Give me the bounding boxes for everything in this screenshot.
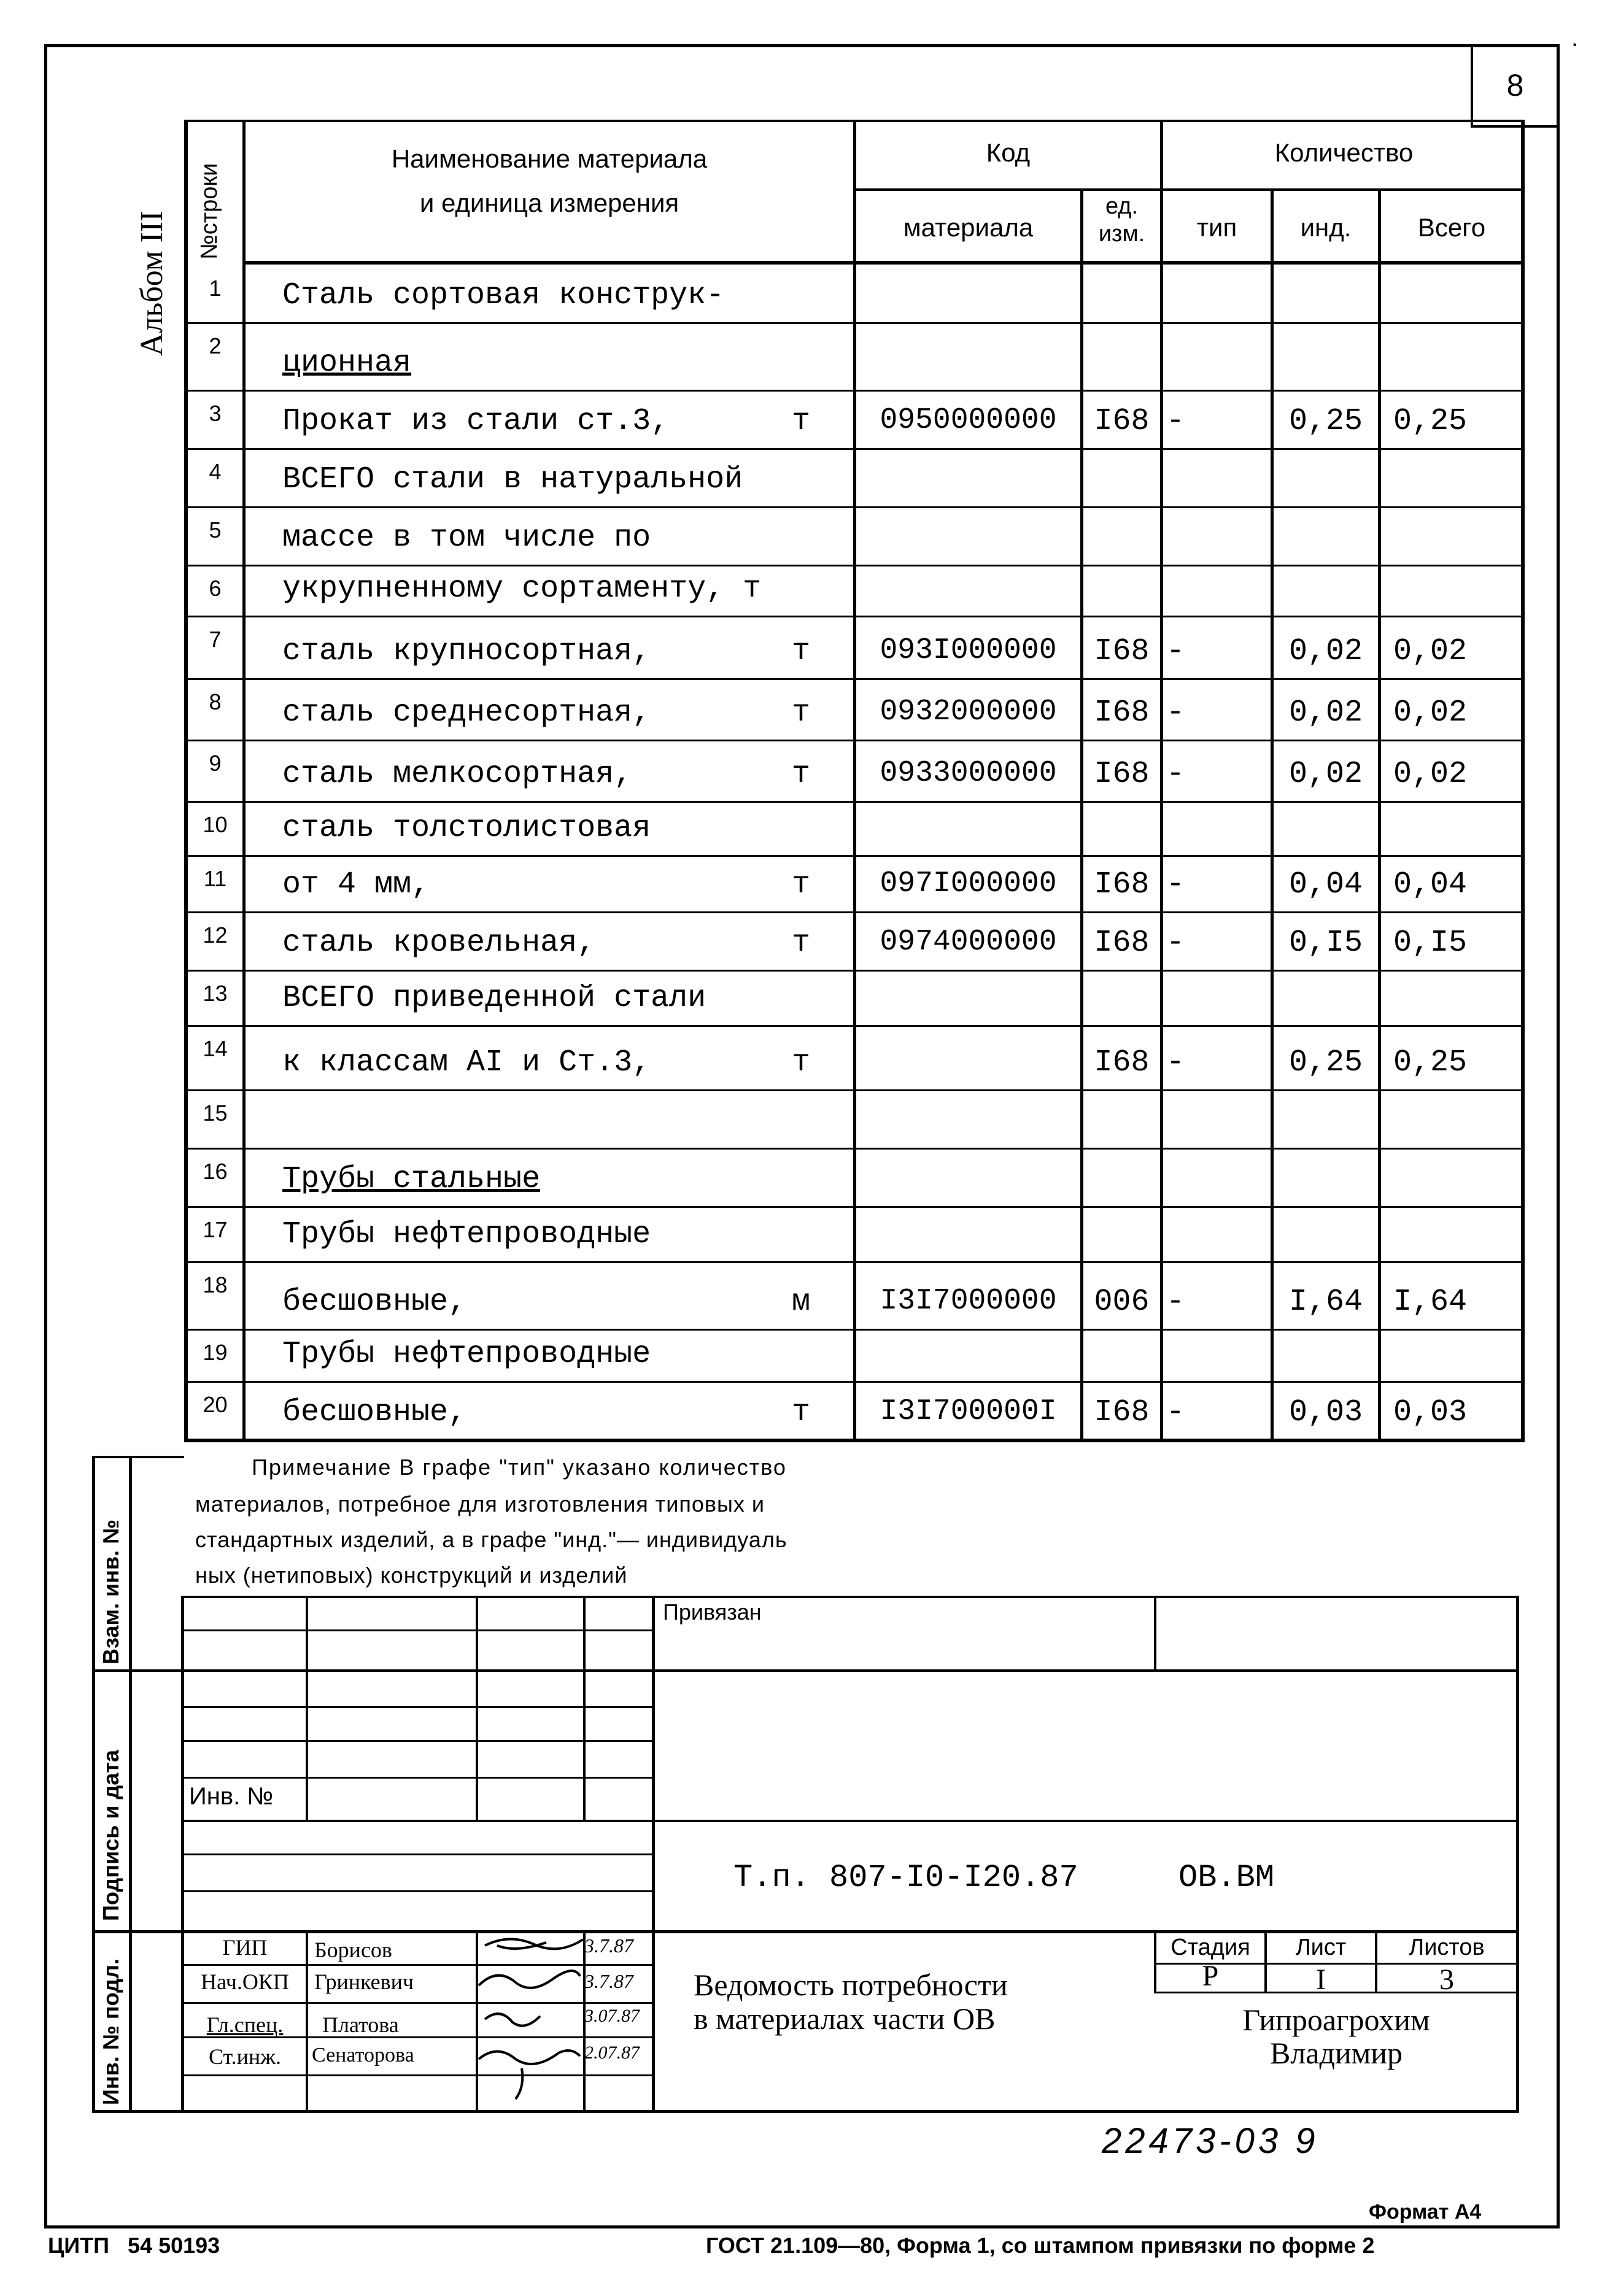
note-line-4: ных (нетиповых) конструкций и изделий (195, 1563, 628, 1588)
role-nach-okp: Нач.ОКП (201, 1969, 289, 1994)
note-line-3: стандартных изделий, а в графе "инд."— индивидуаль (195, 1527, 787, 1552)
cell-name: ВСЕГО приведенной стали (282, 981, 706, 1016)
table-row (184, 1206, 1525, 1261)
table-row (184, 1025, 1525, 1089)
cell-name: Сталь сортовая конструк- (282, 278, 725, 313)
signature-gl-spec (485, 2014, 540, 2026)
cell-u: м (791, 1285, 810, 1320)
cell-ind: 0,02 (1288, 757, 1363, 792)
cell-tip: - (1166, 1045, 1185, 1080)
sheets-value: 3 (1439, 1963, 1454, 1996)
cell-total: 0,03 (1393, 1395, 1468, 1430)
table-row (184, 740, 1525, 801)
designation: Т.п. 807-I0-I20.87 (733, 1860, 1078, 1896)
cell-n: 10 (203, 812, 228, 837)
table-row (184, 1148, 1525, 1206)
cell-name: бесшовные, (282, 1395, 467, 1430)
cell-ind: 0,02 (1288, 695, 1363, 730)
header-ind: инд. (1300, 213, 1352, 242)
doc-title-1: Ведомость потребности (694, 1968, 1008, 2002)
album-label: Альбом III (134, 211, 169, 356)
cell-name: сталь крупносортная, (282, 634, 651, 669)
cell-name: сталь толстолистовая (282, 811, 651, 846)
header-unit-1: ед. (1105, 193, 1139, 219)
cell-code: 0950000000 (880, 404, 1057, 437)
cell-u: т (791, 867, 810, 902)
cell-unit: 006 (1094, 1285, 1150, 1320)
cell-name: укрупненному сортаменту, т (282, 571, 762, 606)
table-row (184, 855, 1525, 911)
table-row (184, 1261, 1525, 1329)
cell-total: 0,I5 (1393, 926, 1468, 961)
cell-name: Трубы стальные (282, 1162, 541, 1197)
cell-name: от 4 мм, (282, 867, 430, 902)
cell-name: ционная (282, 346, 412, 381)
cell-code: I3I700000I (880, 1395, 1057, 1428)
cell-name: Трубы нефтепроводные (282, 1217, 651, 1252)
cell-unit: I68 (1094, 926, 1150, 961)
cell-n: 20 (203, 1392, 228, 1417)
table-row (184, 911, 1525, 970)
cell-total: I,64 (1393, 1285, 1468, 1320)
cell-n: 14 (203, 1036, 228, 1061)
signatures (473, 1927, 589, 2111)
cell-n: 1 (209, 276, 222, 301)
cell-n: 11 (203, 866, 227, 891)
cell-u: т (791, 404, 810, 439)
cell-n: 9 (209, 751, 222, 776)
table-row (184, 1381, 1525, 1439)
name-gl-spec: Платова (322, 2012, 399, 2037)
table-row (184, 801, 1525, 855)
header-total: Всего (1417, 213, 1486, 242)
cell-n: 12 (203, 922, 228, 948)
cell-unit: I68 (1094, 634, 1150, 669)
cell-u: т (791, 757, 810, 792)
cell-name: бесшовные, (282, 1285, 467, 1320)
header-code: Код (986, 138, 1031, 167)
table-row (184, 506, 1525, 565)
cell-unit: I68 (1094, 1045, 1150, 1080)
table-row (184, 1329, 1525, 1381)
cell-n: 6 (209, 576, 222, 601)
cell-name: сталь мелкосортная, (282, 757, 633, 792)
header-code-material: материала (903, 213, 1034, 242)
cell-name: сталь кровельная, (282, 926, 596, 961)
cell-ind: 0,I5 (1288, 926, 1363, 961)
sheet-value: I (1316, 1963, 1326, 1996)
cell-n: 8 (209, 689, 222, 714)
side-inv-podl: Инв. № подл. (98, 1958, 123, 2105)
cell-n: 16 (203, 1159, 228, 1184)
sheets-label: Листов (1409, 1935, 1485, 1960)
cell-n: 4 (209, 459, 222, 484)
cell-ind: 0,03 (1288, 1395, 1363, 1430)
bound-label: Привязан (663, 1599, 762, 1625)
side-vzam: Взам. инв. № (98, 1519, 123, 1664)
cell-total: 0,02 (1393, 634, 1468, 669)
stage-value: Р (1202, 1960, 1219, 1992)
cell-n: 19 (203, 1340, 228, 1365)
table-row (184, 565, 1525, 616)
sheet-label: Лист (1295, 1935, 1347, 1960)
date-gl-spec: 3.07.87 (584, 2006, 640, 2026)
cell-u: т (791, 695, 810, 730)
section-code: ОВ.ВМ (1178, 1860, 1275, 1896)
table-row (184, 322, 1525, 390)
cell-total: 0,02 (1393, 695, 1468, 730)
cell-code: 0933000000 (880, 757, 1057, 790)
name-gip: Борисов (314, 1938, 392, 1962)
org-name-2: Владимир (1269, 2036, 1403, 2070)
side-sign-date: Подпись и дата (98, 1750, 123, 1921)
header-name-1: Наименование материала (391, 144, 708, 173)
date-nach-okp: 3.7.87 (584, 1970, 633, 1992)
header-quantity: Количество (1274, 138, 1414, 167)
signature-st-inzh (479, 2051, 580, 2099)
header-unit-2: изм. (1098, 221, 1145, 247)
cell-name: Трубы нефтепроводные (282, 1337, 651, 1372)
table-row (184, 265, 1525, 322)
cell-tip: - (1166, 1395, 1185, 1430)
cell-u: т (791, 1395, 810, 1430)
signature-gip (485, 1939, 583, 1949)
sheet-number: 8 (1506, 68, 1524, 102)
cell-tip: - (1166, 695, 1185, 730)
header-type: тип (1196, 213, 1237, 242)
cell-n: 18 (203, 1272, 228, 1297)
cell-total: 0,02 (1393, 757, 1468, 792)
cell-code: 0932000000 (880, 695, 1057, 729)
format-label: Формат А4 (1369, 2200, 1482, 2224)
cell-n: 13 (203, 981, 228, 1006)
note-line-1: Примечание В графе "тип" указано количество (252, 1455, 787, 1480)
cell-unit: I68 (1094, 404, 1150, 439)
cell-ind: 0,25 (1288, 1045, 1363, 1080)
inv-no-label: Инв. № (189, 1783, 274, 1810)
cell-n: 5 (209, 517, 222, 543)
cell-code: 097I000000 (880, 867, 1057, 900)
table-row (184, 1089, 1525, 1148)
cell-code: 093I000000 (880, 634, 1057, 667)
cell-n: 2 (209, 333, 222, 358)
date-st-inzh: 2.07.87 (584, 2043, 640, 2063)
cell-tip: - (1166, 1285, 1185, 1320)
cell-unit: I68 (1094, 757, 1150, 792)
cell-code: I3I7000000 (880, 1285, 1057, 1318)
cell-ind: 0,04 (1288, 867, 1363, 902)
role-gl-spec: Гл.спец. (206, 2012, 284, 2037)
handwritten-number: 22473-03 9 (1102, 2121, 1319, 2161)
cell-tip: - (1166, 926, 1185, 961)
cell-name: к классам АI и Ст.3, (282, 1045, 651, 1080)
cell-ind: I,64 (1288, 1285, 1363, 1320)
org-name-1: Гипроагрохим (1242, 2003, 1430, 2037)
cell-total: 0,25 (1393, 1045, 1468, 1080)
cell-n: 3 (209, 401, 222, 426)
cell-unit: I68 (1094, 1395, 1150, 1430)
cell-unit: I68 (1094, 695, 1150, 730)
cell-name: Прокат из стали ст.3, (282, 404, 670, 439)
cell-u: т (791, 926, 810, 961)
header-name-2: и единица измерения (419, 188, 679, 217)
cell-n: 15 (203, 1100, 228, 1126)
cell-tip: - (1166, 404, 1185, 439)
cell-tip: - (1166, 867, 1185, 902)
cell-u: т (791, 1045, 810, 1080)
date-gip: 3.7.87 (584, 1935, 633, 1957)
cell-ind: 0,02 (1288, 634, 1363, 669)
table-row (184, 678, 1525, 740)
table-row (184, 448, 1525, 506)
name-nach-okp: Гринкевич (314, 1969, 414, 1994)
cell-code: 0974000000 (880, 926, 1057, 959)
table-row (184, 390, 1525, 448)
cell-n: 17 (203, 1217, 228, 1242)
name-st-inzh: Сенаторова (312, 2044, 414, 2066)
note-line-2: материалов, потребное для изготовления типовых и (195, 1491, 765, 1517)
cell-name: ВСЕГО стали в натуральной (282, 462, 743, 497)
header-row-no: №строки (196, 163, 222, 260)
materials-table (184, 120, 1523, 1442)
doc-title-2: в материалах части ОВ (694, 2001, 996, 2036)
cell-total: 0,04 (1393, 867, 1468, 902)
table-row (184, 970, 1525, 1025)
stage-label: Стадия (1171, 1935, 1250, 1960)
role-st-inzh: Ст.инж. (209, 2044, 281, 2069)
table-row (184, 616, 1525, 678)
footer-left: ЦИТП 54 50193 (48, 2233, 220, 2258)
cell-u: т (791, 634, 810, 669)
signature-nach-okp (479, 1971, 580, 1988)
cell-ind: 0,25 (1288, 404, 1363, 439)
role-gip: ГИП (222, 1935, 268, 1960)
cell-tip: - (1166, 757, 1185, 792)
cell-unit: I68 (1094, 867, 1150, 902)
corner-dot: . (1571, 25, 1579, 52)
cell-name: массе в том числе по (282, 520, 651, 555)
cell-tip: - (1166, 634, 1185, 669)
cell-name: сталь среднесортная, (282, 695, 651, 730)
cell-n: 7 (209, 627, 222, 652)
footer-gost: ГОСТ 21.109—80, Форма 1, со штампом привязки по форме 2 (706, 2233, 1375, 2258)
cell-total: 0,25 (1393, 404, 1468, 439)
